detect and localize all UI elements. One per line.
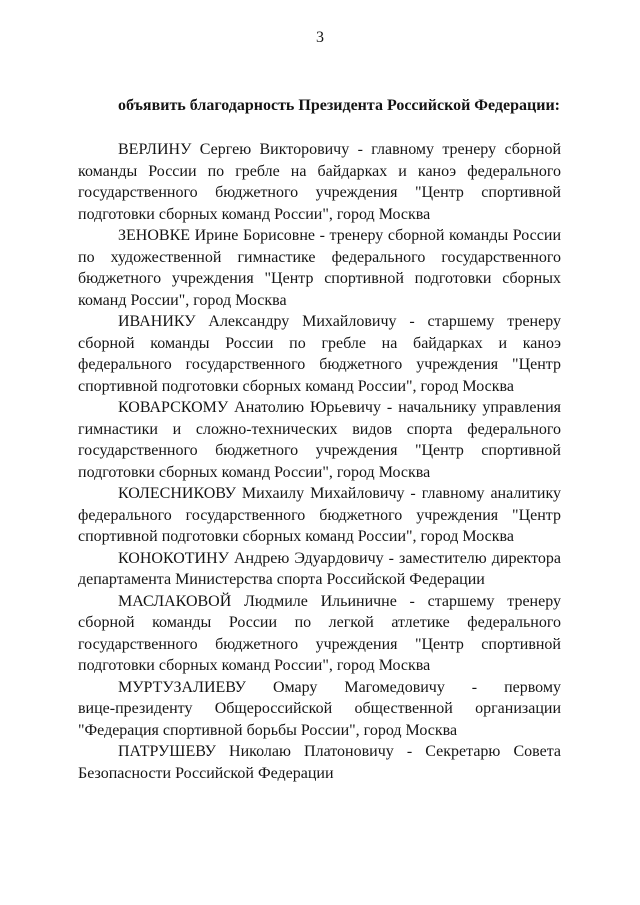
entry-line: команд России", город Москва [78, 291, 287, 309]
entry-line: спортивной подготовки сборных команд России", город Москва [78, 377, 514, 395]
page-number: 3 [316, 29, 324, 46]
entry-line: федерального государственного бюджетного учреждения "Центр [78, 356, 561, 373]
entry-line: ИВАНИКУ Александру Михайловичу - старшему тренеру [118, 313, 561, 330]
entry-line: сборной команды России по легкой атлетике федерального [78, 614, 561, 631]
entry-line: КОЛЕСНИКОВУ Михаилу Михайловичу - главному аналитику [118, 485, 561, 502]
entry-line: команды России по гребле на байдарках и каноэ федерального [78, 162, 561, 180]
entry-line: "Федерация спортивной борьбы России", город Москва [78, 721, 458, 739]
award-entry [78, 139, 561, 225]
award-entry [78, 548, 561, 591]
entry-line: гимнастики и сложно-технических видов спорта федерального [78, 420, 561, 438]
entry-line: подготовки сборных команд России", город Москва [78, 205, 431, 223]
entry-line: сборной команды России по гребле на байдарках и каноэ [78, 334, 561, 352]
award-entry [78, 225, 561, 311]
entry-line: государственного бюджетного учреждения "Центр спортивной [78, 184, 561, 201]
entry-line: подготовки сборных команд России", город Москва [78, 657, 431, 674]
entry-line: КОНОКОТИНУ Андрею Эдуардовичу - заместителю директора [118, 549, 561, 567]
entry-line: государственного бюджетного учреждения "Центр спортивной [78, 442, 561, 459]
entry-line: вице-президенту Общероссийской общественной организации [78, 700, 561, 717]
entry-line: спортивной подготовки сборных команд России", город Москва [78, 528, 514, 545]
award-entry [78, 311, 561, 397]
entry-line: государственного бюджетного учреждения "Центр спортивной [78, 635, 561, 653]
entry-line: ПАТРУШЕВУ Николаю Платоновичу - Секретарю Совета [118, 743, 561, 760]
award-list [78, 139, 561, 784]
entry-line: федерального государственного бюджетного учреждения "Центр [78, 506, 561, 524]
award-entry [78, 591, 561, 677]
entry-line: МУРТУЗАЛИЕВУ Омару Магомедовичу - первому [118, 678, 561, 696]
award-entry [78, 677, 561, 742]
entry-line: ВЕРЛИНУ Сергею Викторовичу - главному тренеру сборной [118, 141, 561, 158]
entry-line: департамента Министерства спорта Российской Федерации [78, 571, 485, 588]
entry-line: бюджетного учреждения "Центр спортивной подготовки сборных [78, 270, 561, 287]
award-entry [78, 397, 561, 483]
entry-line: МАСЛАКОВОЙ Людмиле Ильиничне - старшему тренеру [118, 592, 561, 610]
award-entry [78, 483, 561, 548]
entry-line: ЗЕНОВКЕ Ирине Борисовне - тренеру сборной команды России [118, 227, 561, 244]
section-heading: объявить благодарность Президента Российской Федерации: [118, 97, 560, 114]
award-entry [78, 741, 561, 784]
entry-line: по художественной гимнастике федерального государственного [78, 248, 561, 266]
entry-line: подготовки сборных команд России", город Москва [78, 463, 431, 481]
entry-line: КОВАРСКОМУ Анатолию Юрьевичу - начальнику управления [118, 399, 561, 416]
entry-line: Безопасности Российской Федерации [78, 764, 334, 782]
